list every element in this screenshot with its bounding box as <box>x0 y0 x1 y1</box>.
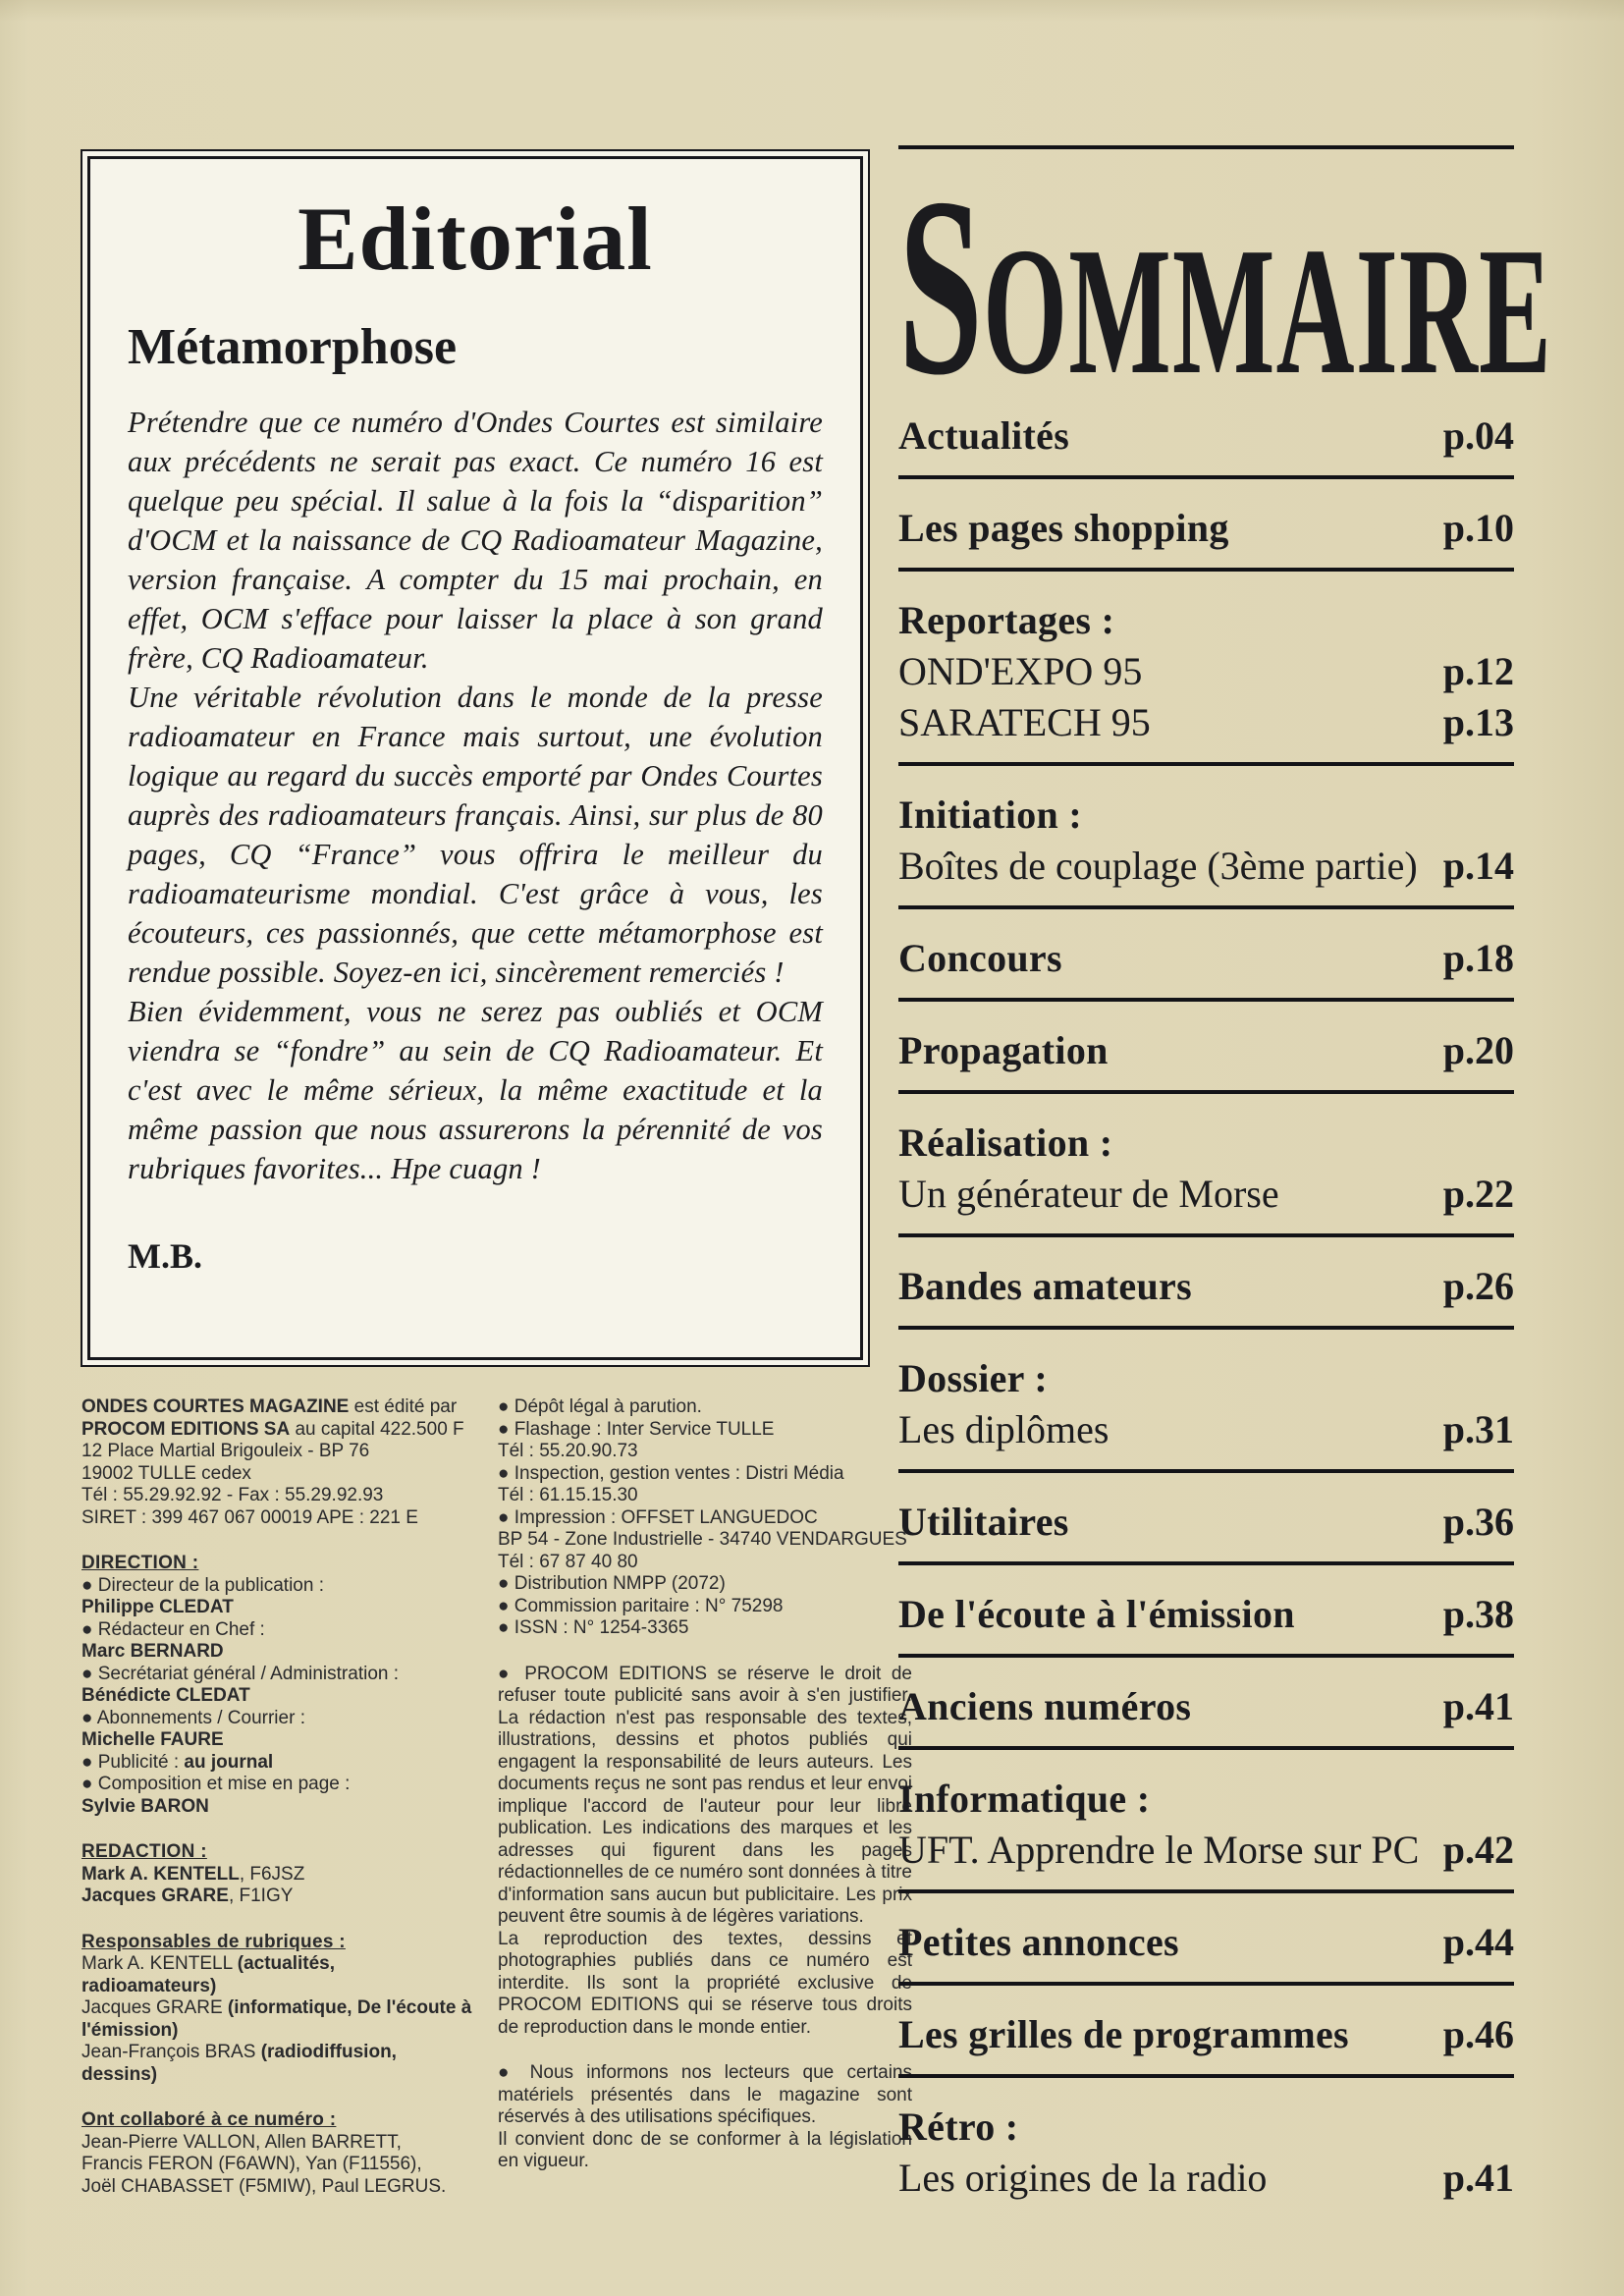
legal-paragraph: ● PROCOM EDITIONS se réserve le droit de refuser toute publicité sans avoir à s'en justifier. La rédaction n'est pas responsable des textes, illustrations, dessins et photos publiés qui engagent la responsabilité de leurs auteurs. Les documents reçus ne sont pas rendus et leur envoi implique l'accord de l'auteur pour leur libre publication. Les indications des marques et les adresses qui figurent dans les pages rédactionnelles de ce numéro sont données à titre d'information sans aucun but publicitaire. Les prix peuvent être soumis à de légères variations. <box>498 1663 912 1927</box>
publicite-line: ● Publicité : au journal <box>81 1751 274 1773</box>
editorial-signature: M.B. <box>128 1236 202 1276</box>
toc-entry-grilles <box>898 1986 1514 2078</box>
imprint-line: ● Flashage : Inter Service TULLE <box>498 1418 775 1440</box>
toc-page: p.10 <box>1442 506 1514 550</box>
toc-header: Rétro : <box>898 2105 1019 2149</box>
role-label: ● Directeur de la publication : <box>81 1574 324 1596</box>
toc-item: Les origines de la radio <box>898 2156 1268 2200</box>
imprint-line: ● ISSN : N° 1254-3365 <box>498 1617 689 1638</box>
imprint-line: ● Inspection, gestion ventes : Distri Média <box>498 1462 844 1484</box>
toc-entry-propagation <box>898 1002 1514 1094</box>
toc-page: p.18 <box>1442 936 1514 980</box>
collab-line: Joël CHABASSET (F5MIW), Paul LEGRUS. <box>81 2175 447 2197</box>
rubriques-heading: Responsables de rubriques : <box>81 1931 346 1952</box>
toc-item: OND'EXPO 95 <box>898 649 1143 693</box>
toc-entry-ecoute <box>898 1565 1514 1658</box>
toc-label: Bandes amateurs <box>898 1264 1192 1308</box>
collab-lines <box>81 2132 474 2199</box>
imprint-line: ● Distribution NMPP (2072) <box>498 1573 726 1594</box>
toc-entry-anciens <box>898 1658 1514 1750</box>
toc-entry-shopping <box>898 479 1514 572</box>
toc-entry-concours <box>898 909 1514 1002</box>
toc-page: p.14 <box>1442 844 1514 888</box>
notice-paragraphs <box>498 2062 912 2173</box>
editorial-paragraph: Prétendre que ce numéro d'Ondes Courtes est similaire aux précédents ne serait pas exact. Ce numéro 16 est quelque peu spécial. Il salue à la fois la “disparition” d'OCM et la naissance de CQ Radioamateur Magazine, version française. A compter du 15 mai prochain, en effet, OCM s'efface pour laisser la place à son grand frère, CQ Radioamateur. <box>128 406 823 675</box>
toc-entry-dossier <box>898 1330 1514 1473</box>
toc-page: p.41 <box>1442 1684 1514 1728</box>
publisher-line: 12 Place Martial Brigouleix - BP 76 <box>81 1441 370 1461</box>
toc-label: Petites annonces <box>898 1920 1179 1964</box>
role-label: ● Abonnements / Courrier : <box>81 1707 305 1728</box>
role-name: Bénédicte CLEDAT <box>81 1685 250 1706</box>
editorial-paragraph: Bien évidemment, vous ne serez pas oubliés et OCM viendra se “fondre” au sein de CQ Radioamateur. Et c'est avec le même sérieux, la même exactitude et la même passion que nous assurerons la pérennité de vos rubriques favorites... Hpe cuagn ! <box>128 995 823 1185</box>
collab-line: Francis FERON (F6AWN), Yan (F11556), <box>81 2154 422 2174</box>
editorial-paragraph: Une véritable révolution dans le monde de la presse radioamateur en France mais surtout, une évolution logique au regard du succès emporté par Ondes Courtes auprès des radioamateurs français. Ainsi, sur plus de 80 pages, CQ “France” vous offrira le meilleur du radioamateurisme mondial. C'est grâce à vous, les écouteurs, ces passionnés, que cette métamorphose est rendue possible. Soyez-en ici, sincèrement remerciés ! <box>128 681 823 989</box>
rubrique-line: Jean-François BRAS (radiodiffusion, dessins) <box>81 2042 397 2085</box>
toc-item: Un générateur de Morse <box>898 1172 1279 1216</box>
masthead-col-right <box>498 1396 912 2198</box>
sommaire-title-rest: OMMAIRE <box>983 210 1553 412</box>
imprint-line: Tél : 61.15.15.30 <box>498 1485 638 1505</box>
toc-page: p.26 <box>1442 1264 1514 1308</box>
toc-page: p.13 <box>1442 700 1514 744</box>
toc-item: UFT. Apprendre le Morse sur PC <box>898 1828 1420 1872</box>
role-label: ● Composition et mise en page : <box>81 1774 351 1794</box>
publisher-line: Tél : 55.29.92.92 - Fax : 55.29.92.93 <box>81 1485 384 1505</box>
role-name: Sylvie BARON <box>81 1795 209 1817</box>
toc-header: Reportages : <box>898 598 1115 642</box>
legal-paragraph: La reproduction des textes, dessins et photographies publiés dans ce numéro est interdite. Ils sont la propriété exclusive de PROCOM EDITIONS qui se réserve tous droits de reproduction dans le monde entier. <box>498 1928 912 2038</box>
toc-entry-bandes <box>898 1237 1514 1330</box>
editorial-box-inner <box>87 156 863 1360</box>
publisher-line: SIRET : 399 467 067 00019 APE : 221 E <box>81 1506 418 1528</box>
toc-label: De l'écoute à l'émission <box>898 1592 1295 1636</box>
toc-item: Les diplômes <box>898 1407 1110 1451</box>
role-name: Marc BERNARD <box>81 1641 224 1662</box>
sommaire <box>898 145 1553 2217</box>
publisher-name: PROCOM EDITIONS SA <box>81 1418 291 1440</box>
toc-page: p.44 <box>1442 1920 1514 1964</box>
toc-item: SARATECH 95 <box>898 700 1151 744</box>
sommaire-title-initial: S <box>898 145 984 428</box>
sommaire-top-rule <box>898 145 1514 149</box>
direction-heading: DIRECTION : <box>81 1553 199 1573</box>
imprint-lines <box>498 1396 912 1640</box>
toc-item: Boîtes de couplage (3ème partie) <box>898 844 1418 888</box>
publisher-line: 19002 TULLE cedex <box>81 1462 251 1484</box>
toc-label: Utilitaires <box>898 1500 1069 1544</box>
toc-entry-informatique <box>898 1750 1514 1893</box>
toc-label: Concours <box>898 936 1062 980</box>
collab-line: Jean-Pierre VALLON, Allen BARRETT, <box>81 2131 402 2153</box>
toc-page: p.42 <box>1442 1828 1514 1872</box>
role-label: ● Rédacteur en Chef : <box>81 1618 265 1640</box>
toc-entry-initiation <box>898 766 1514 909</box>
toc-page: p.20 <box>1442 1028 1514 1072</box>
toc-header: Dossier : <box>898 1356 1048 1400</box>
notice-paragraph: ● Nous informons nos lecteurs que certains matériels présentés dans le magazine sont réservés à des utilisations spécifiques. <box>498 2062 912 2127</box>
redaction-heading: REDACTION : <box>81 1841 207 1862</box>
rubrique-line: Mark A. KENTELL (actualités, radioamateurs) <box>81 1953 336 1996</box>
imprint-line: Tél : 55.20.90.73 <box>498 1441 638 1461</box>
toc-entry-annonces <box>898 1893 1514 1986</box>
editorial-title: Editorial <box>298 189 653 289</box>
collab-heading: Ont collaboré à ce numéro : <box>81 2109 337 2130</box>
toc-label: Actualités <box>898 413 1070 458</box>
role-label: ● Secrétariat général / Administration : <box>81 1663 400 1684</box>
toc-entry-retro <box>898 2078 1514 2217</box>
toc-header: Réalisation : <box>898 1121 1113 1165</box>
toc-page: p.22 <box>1442 1172 1514 1216</box>
masthead <box>81 1396 912 2198</box>
toc-header: Initiation : <box>898 793 1082 837</box>
legal-paragraphs <box>498 1664 912 2040</box>
sommaire-title <box>898 145 1553 428</box>
toc-page: p.41 <box>1442 2156 1514 2200</box>
role-name: Michelle FAURE <box>81 1729 224 1750</box>
editorial-subtitle: Métamorphose <box>128 319 458 375</box>
toc-entry-reportages <box>898 572 1514 766</box>
notice-paragraph: Il convient donc de se conformer à la législation en vigueur. <box>498 2128 912 2171</box>
redaction-line: Jacques GRARE, F1IGY <box>81 1886 294 1906</box>
toc-page: p.38 <box>1442 1592 1514 1636</box>
imprint-line: ● Dépôt légal à parution. <box>498 1396 702 1417</box>
toc-page: p.04 <box>1442 413 1514 458</box>
redaction-line: Mark A. KENTELL, F6JSZ <box>81 1863 305 1885</box>
rubrique-line: Jacques GRARE (informatique, De l'écoute à l'émission) <box>81 1997 472 2041</box>
editorial-body <box>128 403 823 1188</box>
toc-entry-utilitaires <box>898 1473 1514 1565</box>
toc-label: Propagation <box>898 1028 1109 1072</box>
toc-page: p.46 <box>1442 2012 1514 2056</box>
imprint-line: Tél : 67 87 40 80 <box>498 1551 638 1572</box>
toc-label: Les grilles de programmes <box>898 2012 1349 2056</box>
toc-label: Anciens numéros <box>898 1684 1192 1728</box>
publisher-name: ONDES COURTES MAGAZINE <box>81 1396 350 1417</box>
toc-header: Informatique : <box>898 1777 1151 1821</box>
imprint-line: ● Commission paritaire : N° 75298 <box>498 1595 784 1616</box>
toc-page: p.12 <box>1442 649 1514 693</box>
publisher-line: ONDES COURTES MAGAZINE est édité par <box>81 1396 458 1417</box>
role-name: Philippe CLEDAT <box>81 1597 234 1617</box>
toc-page: p.36 <box>1442 1500 1514 1544</box>
imprint-line: BP 54 - Zone Industrielle - 34740 VENDARGUES <box>498 1529 907 1550</box>
toc-page: p.31 <box>1442 1407 1514 1451</box>
publisher-line: PROCOM EDITIONS SA au capital 422.500 F <box>81 1418 464 1440</box>
toc-entry-realisation <box>898 1094 1514 1237</box>
editorial-box <box>81 149 870 1367</box>
masthead-col-left <box>81 1396 474 2198</box>
imprint-line: ● Impression : OFFSET LANGUEDOC <box>498 1506 818 1528</box>
toc-label: Les pages shopping <box>898 506 1229 550</box>
